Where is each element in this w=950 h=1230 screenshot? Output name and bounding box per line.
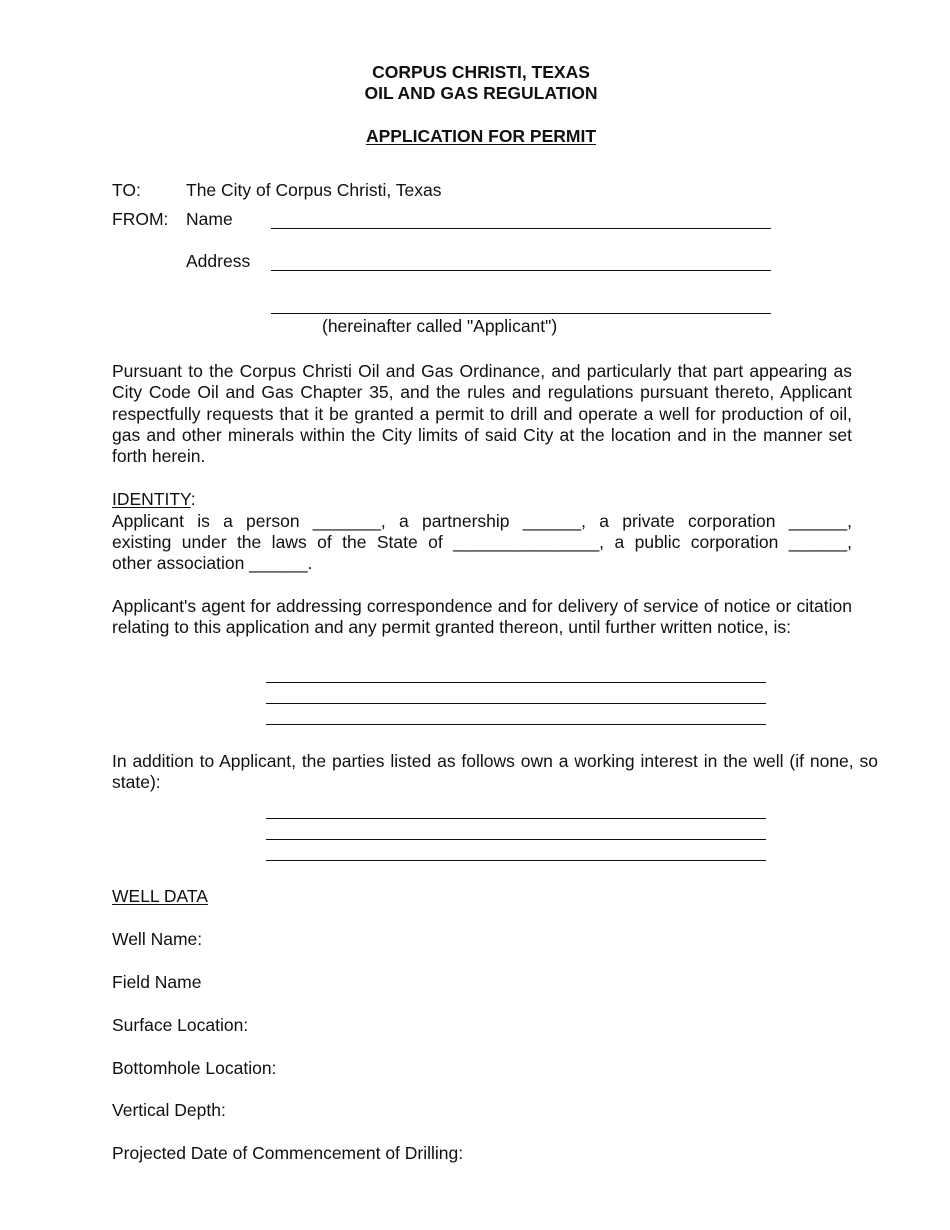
- header-line-2: OIL AND GAS REGULATION: [364, 83, 598, 103]
- bottomhole-location-label: Bottomhole Location:: [112, 1058, 277, 1078]
- agent-line-1[interactable]: [266, 682, 766, 683]
- hereinafter-note: (hereinafter called "Applicant"): [322, 316, 558, 336]
- identity-heading-wrap: [112, 489, 196, 510]
- to-value: The City of Corpus Christi, Texas: [186, 180, 442, 200]
- field-name-label: Field Name: [112, 972, 202, 992]
- agent-line-2[interactable]: [266, 703, 766, 704]
- working-interest-line-3[interactable]: [266, 860, 766, 861]
- intro-paragraph: Pursuant to the Corpus Christi Oil and Gas Ordinance, and particularly that part appearing as City Code Oil and Gas Chapter 35, and the rules and regulations pursuant thereto, Applicant respectfully requests that it be granted a permit to drill and operate a well for production of oil, gas and other minerals within the City limits of said City at the location and in the manner set forth herein.: [112, 361, 852, 467]
- working-interest-line-1[interactable]: [266, 818, 766, 819]
- identity-line-3[interactable]: other association ______.: [112, 553, 313, 573]
- well-name-label: Well Name:: [112, 929, 203, 949]
- working-interest-paragraph: In addition to Applicant, the parties listed as follows own a working interest in the well (if none, so state):: [112, 751, 878, 793]
- identity-line-1[interactable]: Applicant is a person _______, a partnership ______, a private corporation ______,: [112, 511, 852, 531]
- applicant-address-field-2[interactable]: [271, 313, 771, 314]
- from-label: FROM:: [112, 209, 169, 229]
- agent-line-3[interactable]: [266, 724, 766, 725]
- header-line-1: CORPUS CHRISTI, TEXAS: [372, 62, 590, 82]
- surface-location-label: Surface Location:: [112, 1015, 249, 1035]
- applicant-address-field[interactable]: [271, 270, 771, 271]
- address-label: Address: [186, 251, 251, 271]
- working-interest-line-2[interactable]: [266, 839, 766, 840]
- to-label: TO:: [112, 180, 141, 200]
- identity-line-2[interactable]: existing under the laws of the State of _______________, a public corporation ______,: [112, 532, 852, 552]
- form-title: APPLICATION FOR PERMIT: [365, 126, 597, 146]
- well-data-heading: WELL DATA: [112, 886, 208, 906]
- identity-heading: IDENTITY: [112, 489, 191, 509]
- vertical-depth-label: Vertical Depth:: [112, 1100, 226, 1120]
- applicant-name-field[interactable]: [271, 228, 771, 229]
- identity-heading-colon: :: [190, 489, 196, 509]
- agent-paragraph: Applicant's agent for addressing correspondence and for delivery of service of notice or citation relating to this application and any permit granted thereon, until further written notice, is:: [112, 596, 852, 638]
- name-label: Name: [186, 209, 233, 229]
- drilling-date-label: Projected Date of Commencement of Drilling:: [112, 1143, 464, 1163]
